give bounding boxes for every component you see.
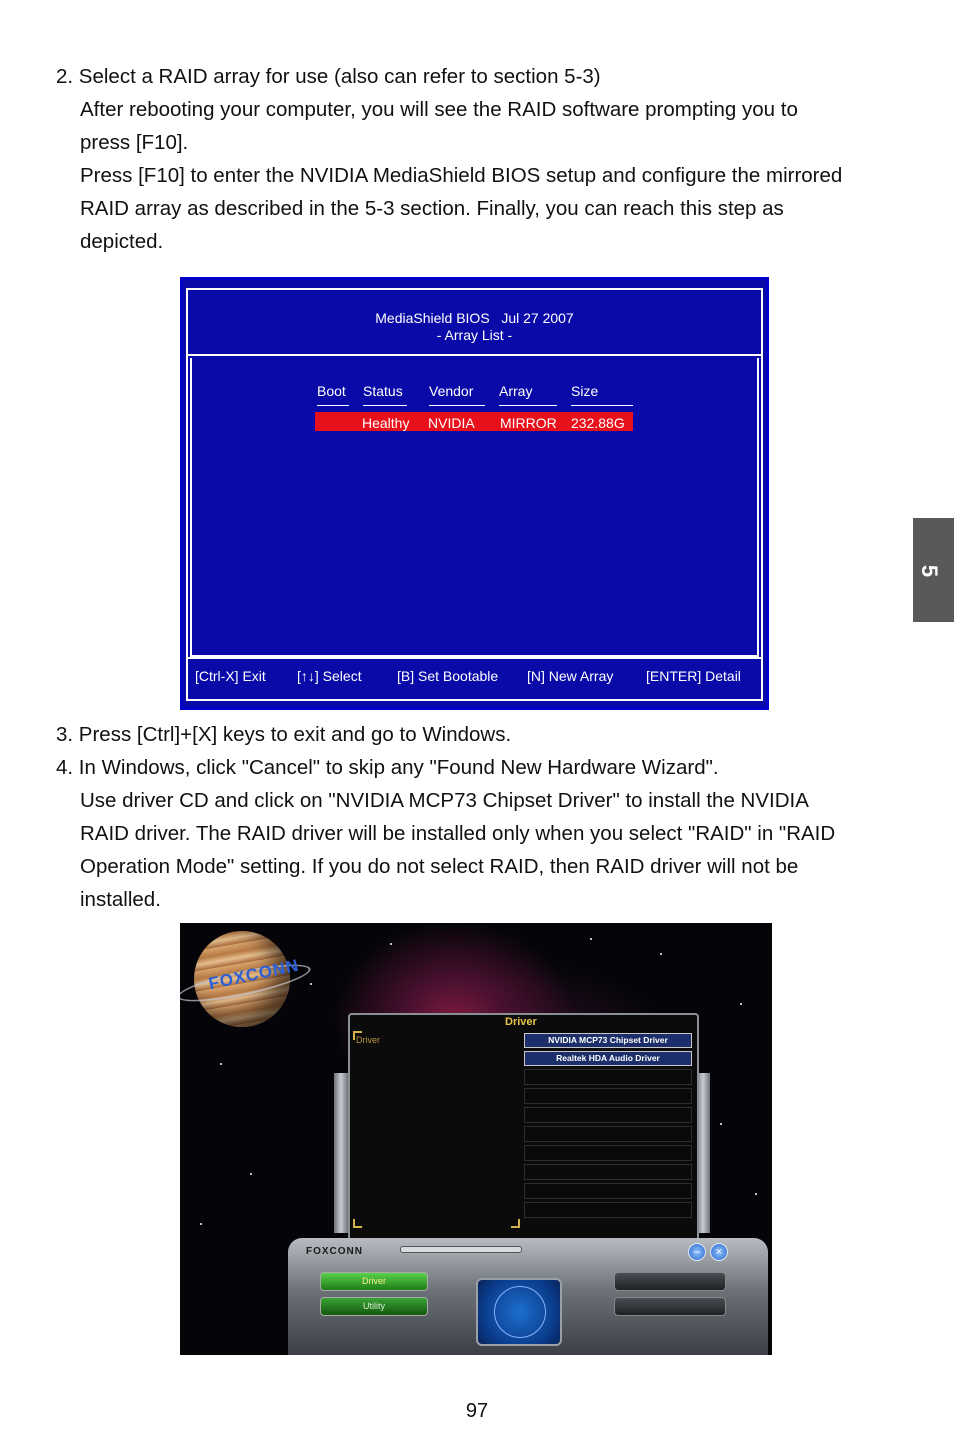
array-status: Healthy bbox=[362, 415, 410, 431]
close-icon[interactable]: × bbox=[710, 1243, 728, 1261]
column-header-status: Status bbox=[363, 383, 403, 399]
column-header-size: Size bbox=[571, 383, 599, 399]
left-post bbox=[334, 1073, 348, 1233]
star bbox=[590, 938, 592, 940]
nav-driver-button[interactable]: Driver bbox=[320, 1272, 428, 1291]
column-underline bbox=[363, 405, 407, 406]
nvidia-mcp73-driver-button[interactable]: NVIDIA MCP73 Chipset Driver bbox=[524, 1033, 692, 1048]
key-hint-new-array: [N] New Array bbox=[527, 668, 614, 684]
mediashield-bios-screen bbox=[180, 277, 769, 710]
step-3-line: 3. Press [Ctrl]+[X] keys to exit and go to Windows. bbox=[56, 723, 512, 746]
star bbox=[200, 1223, 202, 1225]
star bbox=[310, 983, 312, 985]
step-2-text bbox=[56, 60, 906, 258]
step-2-line: Press [F10] to enter the NVIDIA MediaShield BIOS setup and configure the mirrored bbox=[80, 164, 843, 187]
driver-slot-empty bbox=[524, 1183, 692, 1199]
step-3-4-text bbox=[56, 718, 906, 916]
driver-slot-empty bbox=[524, 1107, 692, 1123]
panel-corner bbox=[353, 1031, 362, 1040]
panel-corner bbox=[353, 1219, 362, 1228]
bios-subtitle: - Array List - bbox=[436, 327, 513, 343]
column-underline bbox=[499, 405, 557, 406]
array-vendor: NVIDIA bbox=[428, 415, 475, 431]
column-header-array: Array bbox=[499, 383, 533, 399]
radar-ring bbox=[494, 1286, 546, 1338]
chapter-number: 5 bbox=[917, 564, 943, 578]
key-hint-set-bootable: [B] Set Bootable bbox=[397, 668, 499, 684]
driver-slot-empty bbox=[524, 1126, 692, 1142]
page-number: 97 bbox=[465, 1400, 489, 1422]
console-slider[interactable] bbox=[400, 1246, 522, 1253]
driver-slot-empty bbox=[524, 1145, 692, 1161]
bios-array-list bbox=[190, 358, 759, 657]
foxconn-driver-installer bbox=[180, 923, 772, 1355]
star bbox=[740, 1003, 742, 1005]
bios-frame bbox=[186, 288, 763, 701]
star bbox=[660, 953, 662, 955]
step-4-line: RAID driver. The RAID driver will be installed only when you select "RAID" in "RAID bbox=[80, 822, 836, 845]
key-hint-detail: [ENTER] Detail bbox=[646, 668, 741, 684]
step-4-line: Operation Mode" setting. If you do not select RAID, then RAID driver will not be bbox=[80, 855, 799, 878]
driver-slot-empty bbox=[524, 1202, 692, 1218]
console-button-blank[interactable] bbox=[614, 1297, 726, 1316]
console-button-blank[interactable] bbox=[614, 1272, 726, 1291]
panel-corner bbox=[511, 1219, 520, 1228]
key-hint-exit: [Ctrl-X] Exit bbox=[195, 668, 266, 684]
star bbox=[755, 1193, 757, 1195]
step-4-line: 4. In Windows, click "Cancel" to skip any "Found New Hardware Wizard". bbox=[56, 756, 719, 779]
step-2-line: After rebooting your computer, you will see the RAID software prompting you to bbox=[80, 98, 798, 121]
console-brand: FOXCONN bbox=[306, 1246, 363, 1257]
star bbox=[390, 943, 392, 945]
realtek-audio-driver-button[interactable]: Realtek HDA Audio Driver bbox=[524, 1051, 692, 1066]
radar-display bbox=[476, 1278, 562, 1346]
star bbox=[250, 1173, 252, 1175]
array-type: MIRROR bbox=[500, 415, 557, 431]
column-underline bbox=[571, 405, 633, 406]
driver-slot-empty bbox=[524, 1164, 692, 1180]
driver-slot-empty bbox=[524, 1069, 692, 1085]
key-hint-select: [↑↓] Select bbox=[297, 668, 362, 684]
column-underline bbox=[317, 405, 349, 406]
column-underline bbox=[429, 405, 485, 406]
panel-tag: Driver bbox=[356, 1035, 380, 1045]
step-4-line: installed. bbox=[80, 888, 161, 911]
step-2-line: depicted. bbox=[80, 230, 164, 253]
panel-title: Driver bbox=[505, 1016, 537, 1028]
chapter-tab bbox=[913, 518, 954, 622]
bios-header bbox=[188, 290, 761, 356]
planet-logo-icon bbox=[194, 931, 301, 1027]
foxconn-planet-brand: FOXCONN bbox=[206, 955, 301, 994]
star bbox=[720, 1123, 722, 1125]
star bbox=[220, 1063, 222, 1065]
nav-utility-button[interactable]: Utility bbox=[320, 1297, 428, 1316]
column-header-vendor: Vendor bbox=[429, 383, 474, 399]
step-2-line: press [F10]. bbox=[80, 131, 189, 154]
step-2-line: RAID array as described in the 5-3 section. Finally, you can reach this step as bbox=[80, 197, 784, 220]
column-header-boot: Boot bbox=[317, 383, 346, 399]
step-4-line: Use driver CD and click on "NVIDIA MCP73 Chipset Driver" to install the NVIDIA bbox=[80, 789, 809, 812]
bios-title: MediaShield BIOS Jul 27 2007 bbox=[375, 310, 574, 326]
driver-slot-empty bbox=[524, 1088, 692, 1104]
minimize-icon[interactable]: – bbox=[688, 1243, 706, 1261]
array-size: 232.88G bbox=[571, 415, 625, 431]
step-2-line: 2. Select a RAID array for use (also can refer to section 5-3) bbox=[56, 65, 601, 88]
